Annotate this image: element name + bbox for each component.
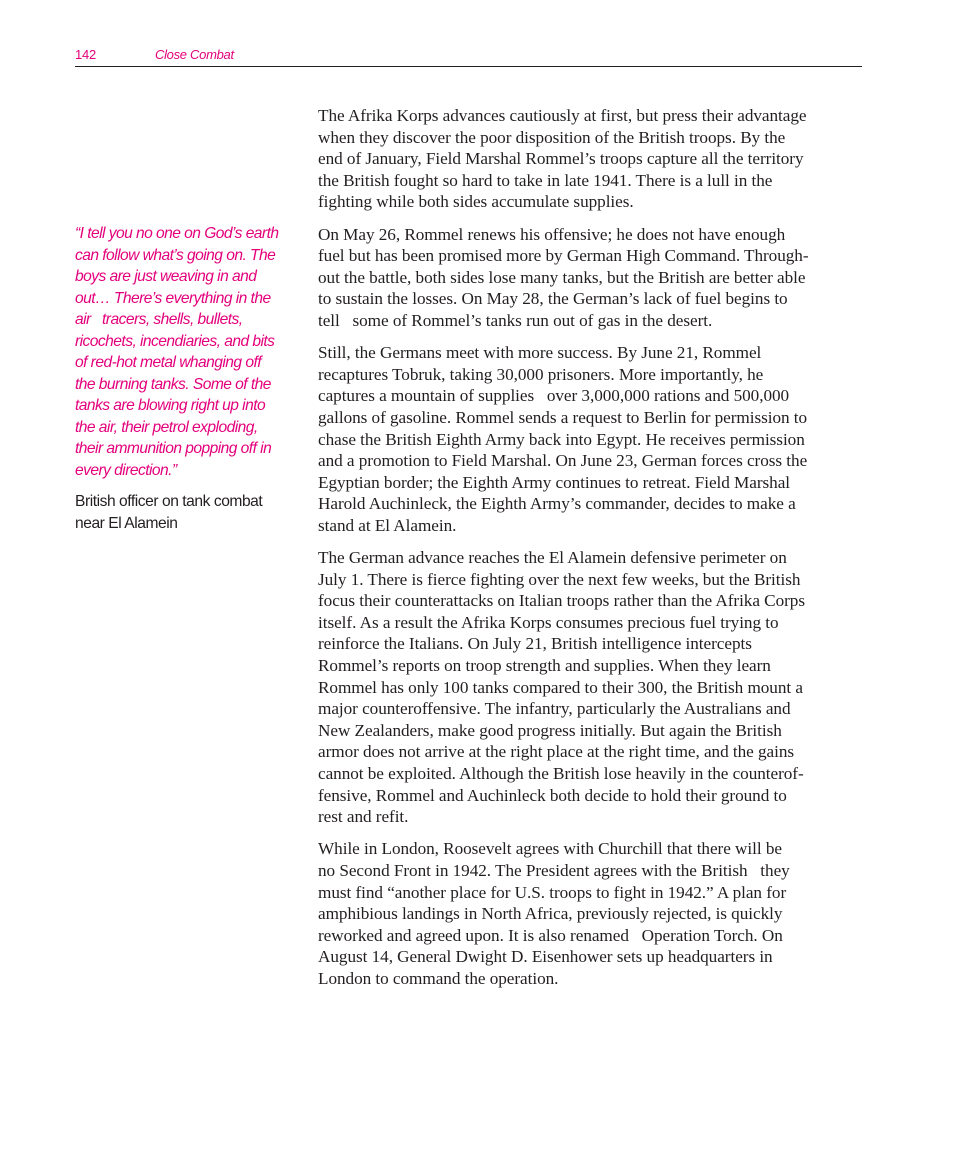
quote-line: can follow what’s going on. The (75, 246, 276, 264)
quote-line: the air, their petrol exploding, (75, 418, 258, 436)
text-line: While in London, Roosevelt agrees with Churchill that there will be (318, 839, 782, 859)
paragraph (318, 224, 863, 332)
text-line: cannot be exploited. Although the British lose heavily in the counterof- (318, 764, 804, 783)
text-line: amphibious landings in North Africa, previously rejected, is quickly (318, 904, 783, 924)
text-line: On May 26, Rommel renews his offensive; he does not have enough (318, 224, 786, 244)
text-line: gallons of gasoline. Rommel sends a request to Berlin for permission to (318, 407, 808, 427)
text-line: reworked and agreed upon. It is also renamed Operation Torch. On (318, 925, 783, 945)
quote-line: out… There’s everything in the (75, 289, 271, 307)
quote-line: “I tell you no one on God’s earth (75, 225, 279, 242)
text-line: to sustain the losses. On May 28, the German’s lack of fuel begins to (318, 289, 788, 309)
text-line: fensive, Rommel and Auchinleck both decide to hold their ground to (318, 785, 787, 805)
pull-quote (75, 223, 303, 481)
text-line: July 1. There is fierce fighting over the next few weeks, but the British (318, 569, 801, 589)
text-line: captures a mountain of supplies over 3,000,000 rations and 500,000 (318, 386, 790, 406)
text-line: focus their counterattacks on Italian troops rather than the Afrika Corps (318, 591, 805, 611)
text-line: end of January, Field Marshal Rommel’s troops capture all the territory (318, 149, 804, 169)
body-text (318, 105, 863, 1000)
running-title: Close Combat (155, 47, 234, 62)
text-line: stand at El Alamein. (318, 515, 457, 535)
quote-attribution (75, 491, 303, 534)
text-line: out the battle, both sides lose many tanks, but the British are better able (318, 267, 806, 287)
text-line: The Afrika Korps advances cautiously at first, but press their advantage (318, 106, 807, 125)
sidebar-quote-box (75, 223, 303, 534)
text-line: recaptures Tobruk, taking 30,000 prisoners. More importantly, he (318, 364, 764, 384)
text-line: no Second Front in 1942. The President agrees with the British they (318, 860, 790, 880)
quote-line: every direction.” (75, 461, 177, 479)
text-line: itself. As a result the Afrika Korps consumes precious fuel trying to (318, 612, 779, 632)
quote-line: the burning tanks. Some of the (75, 375, 271, 393)
text-line: rest and refit. (318, 807, 409, 827)
text-line: fuel but has been promised more by German High Command. Through- (318, 246, 809, 266)
text-line: tell some of Rommel’s tanks run out of gas in the desert. (318, 310, 713, 330)
paragraph (318, 838, 863, 989)
text-line: Egyptian border; the Eighth Army continues to retreat. Field Marshal (318, 472, 791, 492)
text-line: Still, the Germans meet with more success. By June 21, Rommel (318, 343, 762, 363)
text-line: must find “another place for U.S. troops to fight in 1942.” A plan for (318, 882, 787, 902)
attribution-line: near El Alamein (75, 514, 178, 532)
text-line: armor does not arrive at the right place at the right time, and the gains (318, 742, 795, 762)
text-line: and a promotion to Field Marshal. On June 23, German forces cross the (318, 451, 808, 471)
text-line: fighting while both sides accumulate supplies. (318, 192, 634, 212)
quote-line: their ammunition popping off in (75, 440, 272, 457)
attribution-line: British officer on tank combat (75, 493, 263, 510)
text-line: New Zealanders, make good progress initially. But again the British (318, 720, 782, 740)
quote-line: air tracers, shells, bullets, (75, 311, 243, 328)
text-line: Rommel’s reports on troop strength and supplies. When they learn (318, 656, 771, 676)
text-line: Harold Auchinleck, the Eighth Army’s commander, decides to make a (318, 494, 796, 514)
paragraph (318, 342, 863, 536)
quote-line: tanks are blowing right up into (75, 397, 266, 414)
quote-line: ricochets, incendiaries, and bits (75, 332, 275, 350)
text-line: major counteroffensive. The infantry, particularly the Australians and (318, 699, 791, 719)
paragraph (318, 105, 863, 213)
page-header (75, 47, 862, 67)
text-line: Rommel has only 100 tanks compared to their 300, the British mount a (318, 677, 803, 697)
paragraph (318, 547, 863, 828)
text-line: when they discover the poor disposition of the British troops. By the (318, 127, 786, 147)
text-line: August 14, General Dwight D. Eisenhower sets up headquarters in (318, 947, 773, 967)
text-line: the British fought so hard to take in late 1941. There is a lull in the (318, 170, 773, 190)
text-line: chase the British Eighth Army back into Egypt. He receives permission (318, 429, 805, 449)
quote-line: boys are just weaving in and (75, 268, 257, 285)
text-line: reinforce the Italians. On July 21, British intelligence intercepts (318, 634, 752, 654)
text-line: London to command the operation. (318, 968, 559, 988)
quote-line: of red-hot metal whanging off (75, 354, 262, 371)
page-number: 142 (75, 47, 97, 62)
text-line: The German advance reaches the El Alamein defensive perimeter on (318, 548, 787, 568)
